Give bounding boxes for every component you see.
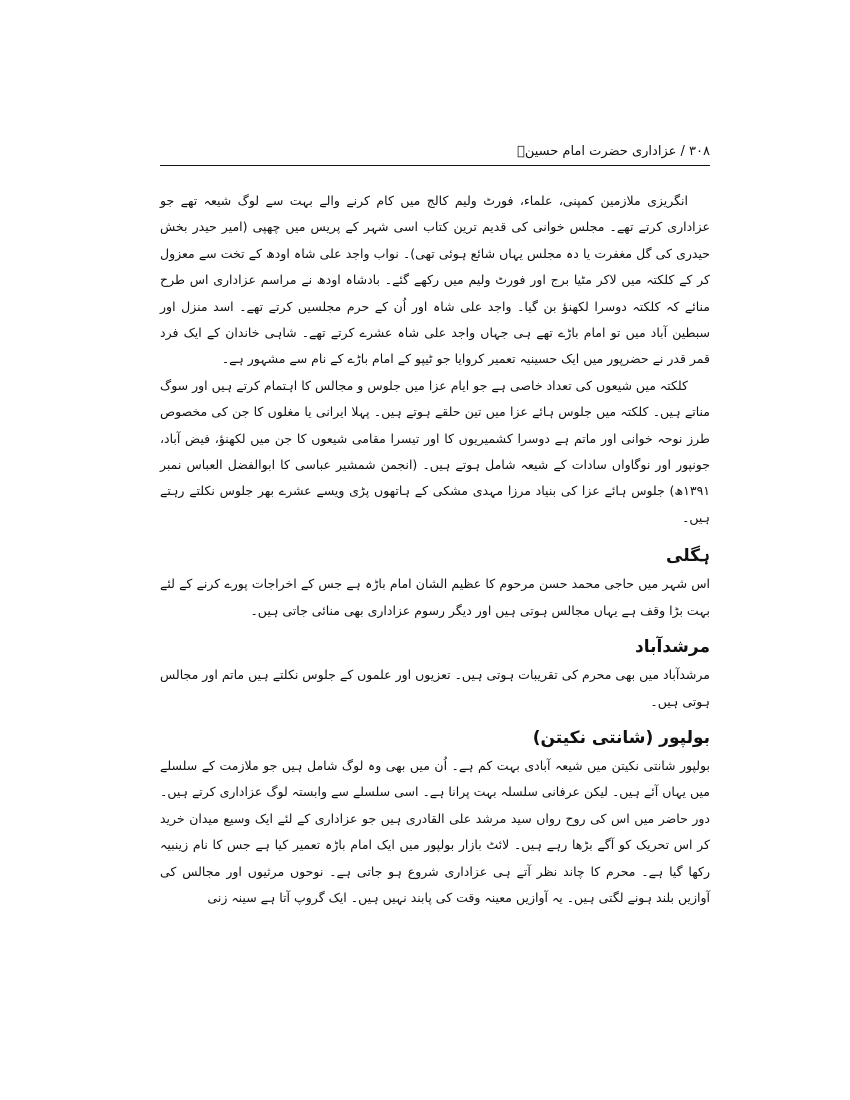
section-heading-murshidabad: مرشدآباد (635, 637, 710, 658)
paragraph-hugli: اس شہر میں حاجی محمد حسن مرحوم کا عظیم الشان امام باڑہ ہے جس کے اخراجات پورے کرنے کے لئے بہت بڑا وقف ہے یہاں مجالس ہوتی ہیں اور دیگر رسوم عزاداری بھی منائی جاتی ہیں۔ (160, 576, 710, 618)
page-number: ۳۰۸ (689, 144, 710, 159)
paragraph-calcutta-history: انگریزی ملازمین کمپنی، علماء، فورٹ ولیم کالج میں کام کرنے والے بہت سے لوگ شیعہ تھے جو عزاداری کرتے تھے۔ مجلس خوانی کی قدیم ترین کتاب اسی شہر کے پریس میں چھپی (امیر حیدر بخش حیدری کی گل مغفرت یا دہ مجلس یہاں شائع ہوئی تھی)۔ نواب واجد علی شاہ اودھ کے تخت سے معزول کر کے کلکتہ میں لاکر مٹیا برج اور فورٹ ولیم میں رکھے گئے۔ بادشاہ اودھ نے مراسم عزاداری اس طرح منائے کہ کلکتہ دوسرا لکھنؤ بن گیا۔ واجد علی شاہ اور اُن کے حرم مجلسیں کرتے تھے۔ اسد منزل اور سبطین آباد میں تو امام باڑے تھے ہی جہاں واجد علی شاہ عشرے کرتے تھے۔ شاہی خاندان کے ایک فرد قمر قدر نے حضرپور میں ایک حسینیہ تعمیر کروایا جو ٹیپو کے امام باڑے کے نام سے مشہور ہے۔ (160, 193, 710, 367)
paragraph-bolpur: بولپور شانتی نکیتن میں شیعہ آبادی بہت کم ہے۔ اُن میں بھی وہ لوگ شامل ہیں جو ملازمت کے سلسلے میں یہاں آئے ہیں۔ لیکن عرفانی سلسلہ بہت پرانا ہے۔ اسی سلسلے سے وابستہ لوگ عزاداری کرتے ہیں۔ دور حاضر میں اس کی روح رواں سید مرشد علی القادری ہیں جو عزاداری کے لئے ایک وسیع میدان خرید کر اس تحریک کو آگے بڑھا رہے ہیں۔ لائٹ بازار بولپور میں ایک امام باڑہ تعمیر کیا ہے جس کا نام زینبیہ رکھا گیا ہے۔ محرم کا چاند نظر آتے ہی عزاداری شروع ہو جاتی ہے۔ نوحوں مرثیوں اور مجالس کی آوازیں بلند ہونے لگتی ہیں۔ یہ آوازیں معینہ وقت کی پابند نہیں ہیں۔ ایک گروپ آتا ہے سینہ زنی (160, 757, 710, 905)
section-heading-bolpur: بولپور (شانتی نکیتن) (532, 727, 710, 748)
running-title: عزاداری حضرت امام حسینؑ (517, 144, 677, 159)
running-header (160, 143, 710, 161)
paragraph-murshidabad: مرشدآباد میں بھی محرم کی تقریبات ہوتی ہیں۔ تعزیوں اور علموں کے جلوس نکلتے ہیں ماتم اور مجالس ہوتی ہیں۔ (160, 667, 710, 709)
body-text (160, 188, 710, 911)
header-separator: / (680, 144, 685, 159)
paragraph-calcutta-processions: کلکتہ میں شیعوں کی تعداد خاصی ہے جو ایام عزا میں جلوس و مجالس کا اہتمام کرتے ہیں اور سوگ مناتے ہیں۔ کلکتہ میں جلوس ہائے عزا میں تین حلقے ہوتے ہیں۔ پہلا ایرانی یا مغلوں کا جن کی مخصوص طرز نوحہ خوانی اور ماتم ہے دوسرا کشمیریوں کا اور تیسرا مقامی شیعوں کا جن میں لکھنؤ، فیض آباد، جونپور اور نوگاواں سادات کے شیعہ شامل ہوتے ہیں۔ (انجمن شمشیر عباسی کا ابوالفضل العباس نمبر ۱۳۹۱ھ) جلوس ہائے عزا کی بنیاد مرزا مہدی مشکی کے ہاتھوں پڑی ویسے عشرے بھر جلوس نکلتے رہتے ہیں۔ (160, 377, 710, 525)
section-heading-hugli: ہگلی (666, 546, 710, 567)
header-rule (160, 165, 710, 166)
